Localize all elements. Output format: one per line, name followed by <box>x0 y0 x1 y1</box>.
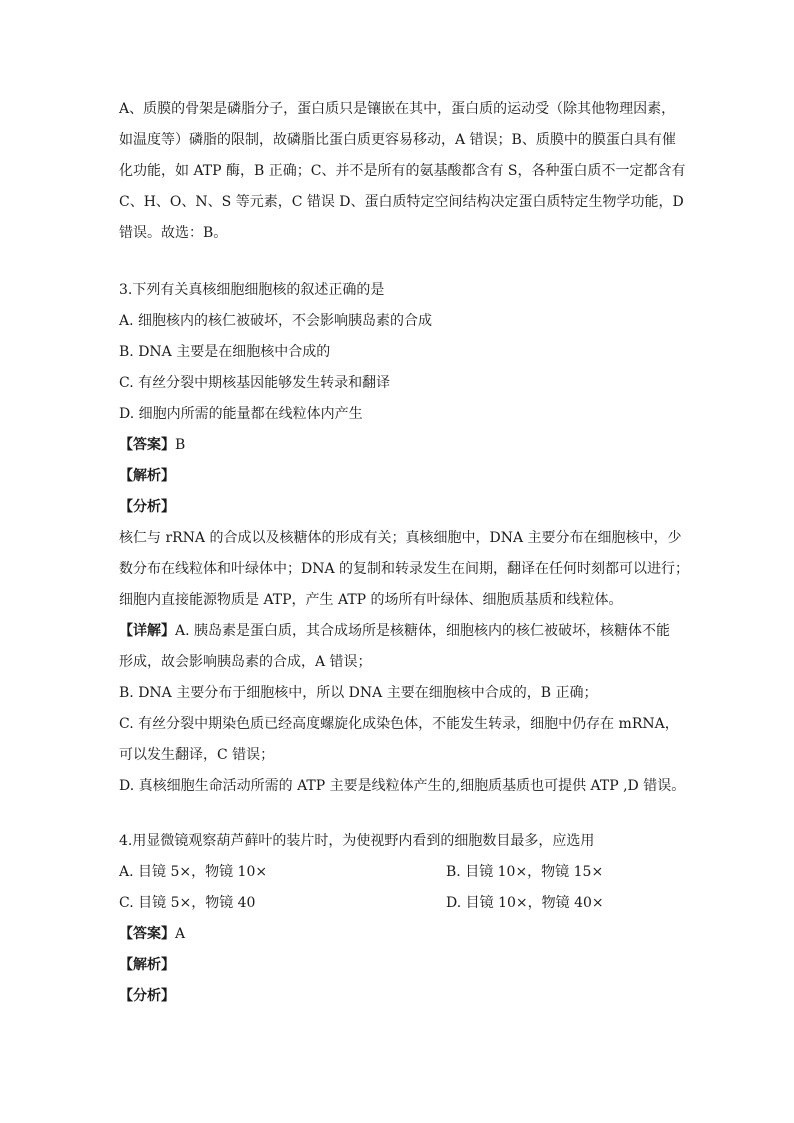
option-b: B. DNA 主要是在细胞核中合成的 <box>119 344 331 360</box>
document-page <box>119 94 690 1012</box>
option-a: A. 细胞核内的核仁被破坏，不会影响胰岛素的合成 <box>119 313 433 329</box>
paragraph-line: C. 有丝分裂中期染色质已经高度螺旋化成染色体，不能发生转录，细胞中仍存在 mRNA， <box>119 716 679 732</box>
fenxi-label: 【分析】 <box>119 499 175 515</box>
answer-label: 【答案】 <box>119 926 175 942</box>
answer-line <box>119 430 679 461</box>
question-stem: 4.用显微镜观察葫芦藓叶的装片时，为使视野内看到的细胞数目最多，应选用 <box>119 833 595 849</box>
spacer <box>119 249 679 275</box>
paragraph-line: 细胞内直接能源物质是 ATP，产生 ATP 的场所有叶绿体、细胞质基质和线粒体。 <box>119 592 623 608</box>
detail-text: A. 胰岛素是蛋白质，其合成场所是核糖体，细胞核内的核仁被破坏，核糖体不能 <box>175 623 671 639</box>
option-a: A. 目镜 5×，物镜 10× <box>119 864 268 880</box>
analysis-label: 【解析】 <box>119 957 175 973</box>
paragraph-line: 化功能，如 ATP 酶，B 正确；C、并不是所有的氨基酸都含有 S，各种蛋白质不一定都含有 <box>119 163 686 179</box>
detail-line <box>119 616 679 647</box>
spacer <box>119 802 679 826</box>
option-d: D. 目镜 10×，物镜 40× <box>446 895 604 911</box>
paragraph-line: 形成，故会影响胰岛素的合成，A 错误； <box>119 654 372 670</box>
question-3 <box>119 275 690 802</box>
options-row <box>119 888 679 919</box>
q2-explanation <box>119 94 686 249</box>
question-4 <box>119 826 679 1012</box>
paragraph-line: 如温度等）磷脂的限制，故磷脂比蛋白质更容易移动，A 错误；B、质膜中的膜蛋白具有催 <box>119 132 676 148</box>
option-c: C. 目镜 5×，物镜 40 <box>119 895 256 911</box>
paragraph-line: A、质膜的骨架是磷脂分子，蛋白质只是镶嵌在其中，蛋白质的运动受（除其他物理因素， <box>119 101 676 117</box>
fenxi-label: 【分析】 <box>119 988 175 1004</box>
detail-label: 【详解】 <box>119 623 175 639</box>
answer-line <box>119 919 679 950</box>
answer-value: B <box>175 437 186 453</box>
answer-value: A <box>175 926 186 942</box>
answer-label: 【答案】 <box>119 437 175 453</box>
analysis-label: 【解析】 <box>119 468 175 484</box>
paragraph-line: 错误。故选：B。 <box>119 225 228 241</box>
paragraph-line: 数分布在线粒体和叶绿体中；DNA 的复制和转录发生在间期，翻译在任何时刻都可以进行； <box>119 561 690 577</box>
options-row <box>119 857 679 888</box>
option-b: B. 目镜 10×，物镜 15× <box>446 864 604 880</box>
paragraph-line: B. DNA 主要分布于细胞核中，所以 DNA 主要在细胞核中合成的，B 正确； <box>119 685 598 701</box>
paragraph-line: D. 真核细胞生命活动所需的 ATP 主要是线粒体产生的,细胞质基质也可提供 ATP ,D 错误。 <box>119 778 686 794</box>
paragraph-line: 可以发生翻译，C 错误； <box>119 747 275 763</box>
paragraph-line: C、H、O、N、S 等元素，C 错误 D、蛋白质特定空间结构决定蛋白质特定生物学功能，D <box>119 194 684 210</box>
paragraph-line: 核仁与 rRNA 的合成以及核糖体的形成有关；真核细胞中，DNA 主要分布在细胞核中，少 <box>119 530 682 546</box>
option-d: D. 细胞内所需的能量都在线粒体内产生 <box>119 406 363 422</box>
option-c: C. 有丝分裂中期核基因能够发生转录和翻译 <box>119 375 391 391</box>
question-stem: 3.下列有关真核细胞细胞核的叙述正确的是 <box>119 282 385 298</box>
